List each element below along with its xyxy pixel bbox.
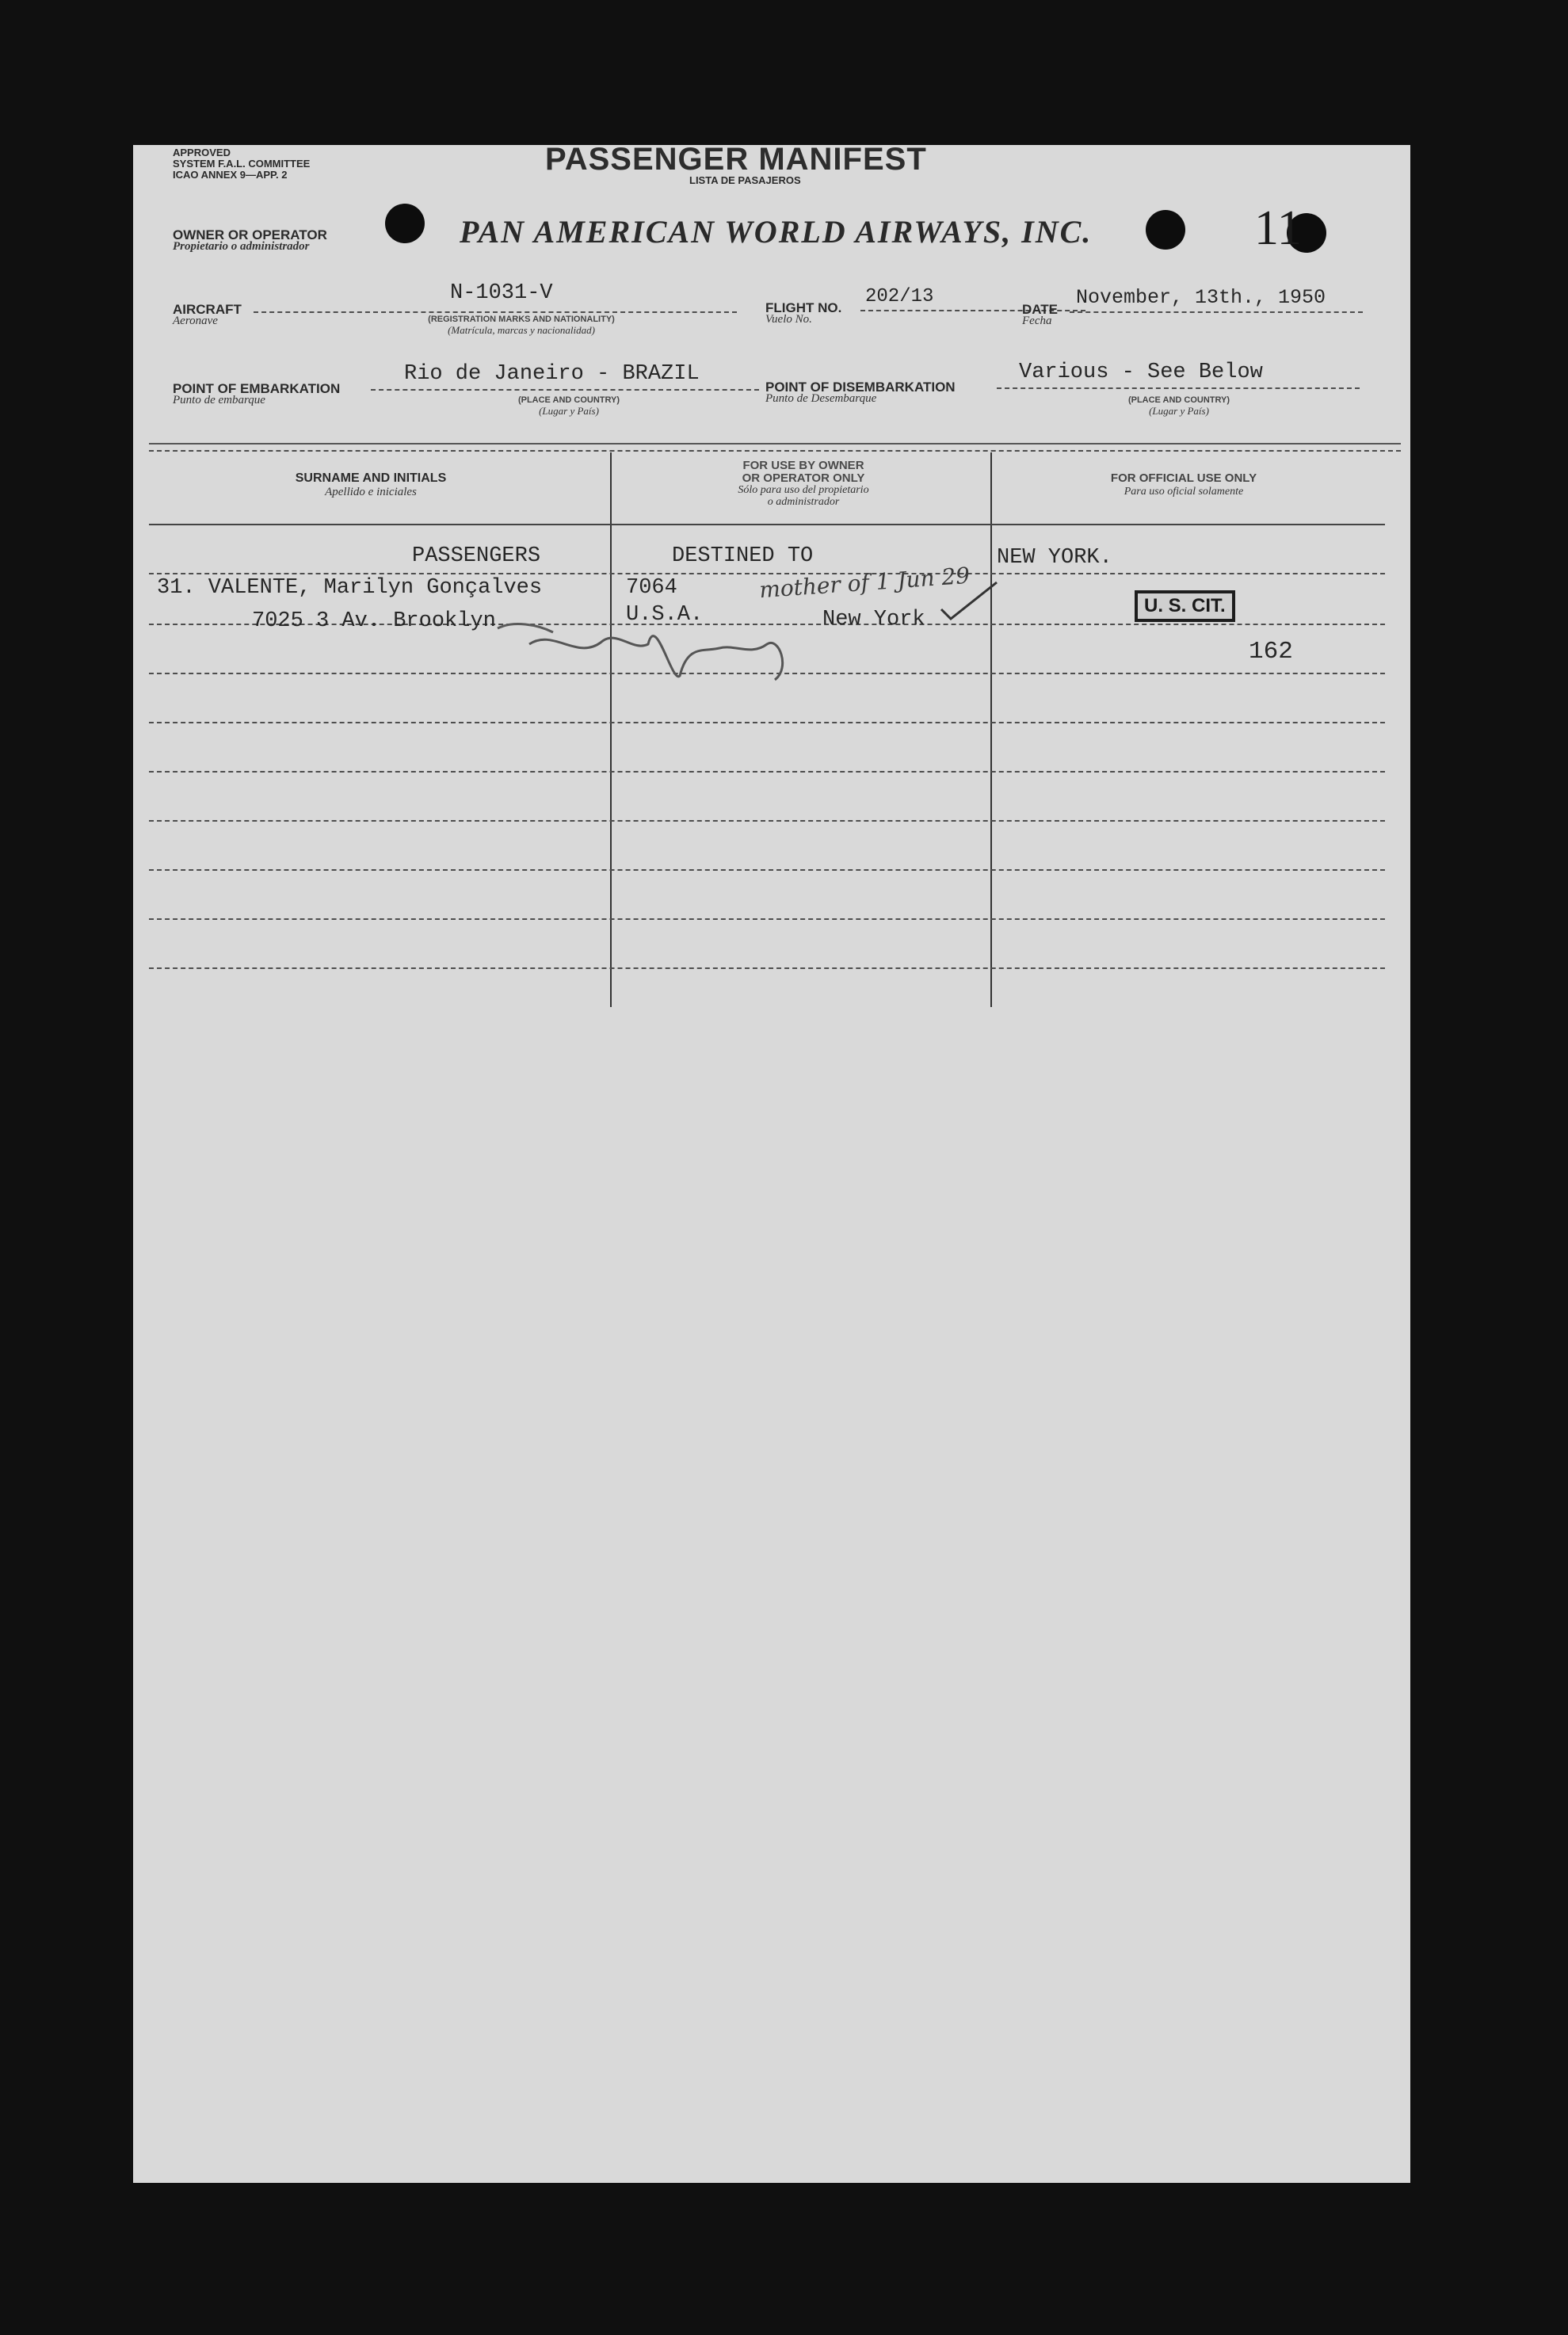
owner-label: OWNER OR OPERATOR — [173, 227, 327, 242]
page-title-spanish: LISTA DE PASAJEROS — [689, 174, 801, 186]
page-mark: 11 — [1254, 201, 1302, 255]
punch-hole-left — [385, 204, 425, 243]
destined-heading: DESTINED TO — [672, 544, 814, 568]
embark-label-spanish: Punto de embarque — [173, 394, 265, 406]
citizenship-stamp: U. S. CIT. — [1135, 590, 1235, 622]
disembark-sub-spanish: (Lugar y País) — [1149, 405, 1209, 417]
col2-header-spanish-1: Sólo para uso del propietario — [738, 484, 869, 496]
punch-hole-right-1 — [1146, 210, 1185, 250]
aircraft-label: AIRCRAFT — [173, 302, 242, 317]
approved-line-3: ICAO ANNEX 9—APP. 2 — [173, 169, 288, 181]
aircraft-value: N-1031-V — [450, 281, 553, 305]
signature-scrawl — [482, 597, 815, 692]
owner-value: PAN AMERICAN WORLD AIRWAYS, INC. — [460, 214, 1093, 250]
date-label-spanish: Fecha — [1022, 315, 1052, 327]
embark-label: POINT OF EMBARKATION — [173, 381, 341, 396]
embark-value: Rio de Janeiro - BRAZIL — [404, 362, 700, 386]
check-mark-icon — [933, 579, 1005, 627]
city-value: New York — [822, 608, 925, 631]
embark-sub: (PLACE AND COUNTRY) — [517, 395, 620, 405]
owner-label-spanish: Propietario o administrador — [173, 240, 310, 253]
passenger-line: 31. VALENTE, Marilyn Gonçalves — [157, 576, 543, 600]
aircraft-label-spanish: Aeronave — [173, 315, 218, 327]
flight-label: FLIGHT NO. — [765, 300, 842, 315]
col3-header: FOR OFFICIAL USE ONLY — [1110, 471, 1257, 485]
col2-header-line-2: OR OPERATOR ONLY — [742, 471, 865, 485]
date-label: DATE — [1022, 302, 1059, 317]
col2-header-spanish-2: o administrador — [767, 496, 840, 508]
aircraft-sub: (REGISTRATION MARKS AND NATIONALITY) — [428, 315, 615, 324]
country-value: U.S.A. — [626, 603, 704, 627]
approved-line-1: APPROVED — [173, 147, 231, 158]
disembark-label: POINT OF DISEMBARKATION — [765, 380, 956, 395]
aircraft-sub-spanish: (Matrícula, marcas y nacionalidad) — [448, 324, 595, 336]
disembark-label-spanish: Punto de Desembarque — [765, 392, 877, 405]
manifest-sheet — [133, 145, 1410, 2183]
flight-value: 202/13 — [865, 286, 934, 307]
col1-header: SURNAME AND INITIALS — [295, 471, 447, 485]
flight-label-spanish: Vuelo No. — [765, 313, 812, 326]
embark-sub-spanish: (Lugar y País) — [539, 405, 599, 417]
col1-header-spanish: Apellido e iniciales — [325, 486, 417, 498]
disembark-sub: (PLACE AND COUNTRY) — [1127, 395, 1230, 405]
ticket-number: 7064 — [626, 576, 677, 600]
destination-heading: NEW YORK. — [997, 546, 1112, 570]
approved-line-2: SYSTEM F.A.L. COMMITTEE — [173, 158, 311, 170]
col2-header-line-1: FOR USE BY OWNER — [742, 459, 864, 472]
col3-header-spanish: Para uso oficial solamente — [1124, 486, 1244, 498]
date-value: November, 13th., 1950 — [1076, 286, 1326, 309]
disembark-value: Various - See Below — [1019, 361, 1263, 384]
handwritten-note: mother of 1 Jun 29 — [758, 562, 971, 604]
page-title: PASSENGER MANIFEST — [545, 145, 927, 177]
passengers-heading: PASSENGERS — [412, 544, 541, 568]
official-number: 162 — [1249, 638, 1293, 666]
address-line: 7025 3 Av. Brooklyn — [252, 609, 496, 633]
